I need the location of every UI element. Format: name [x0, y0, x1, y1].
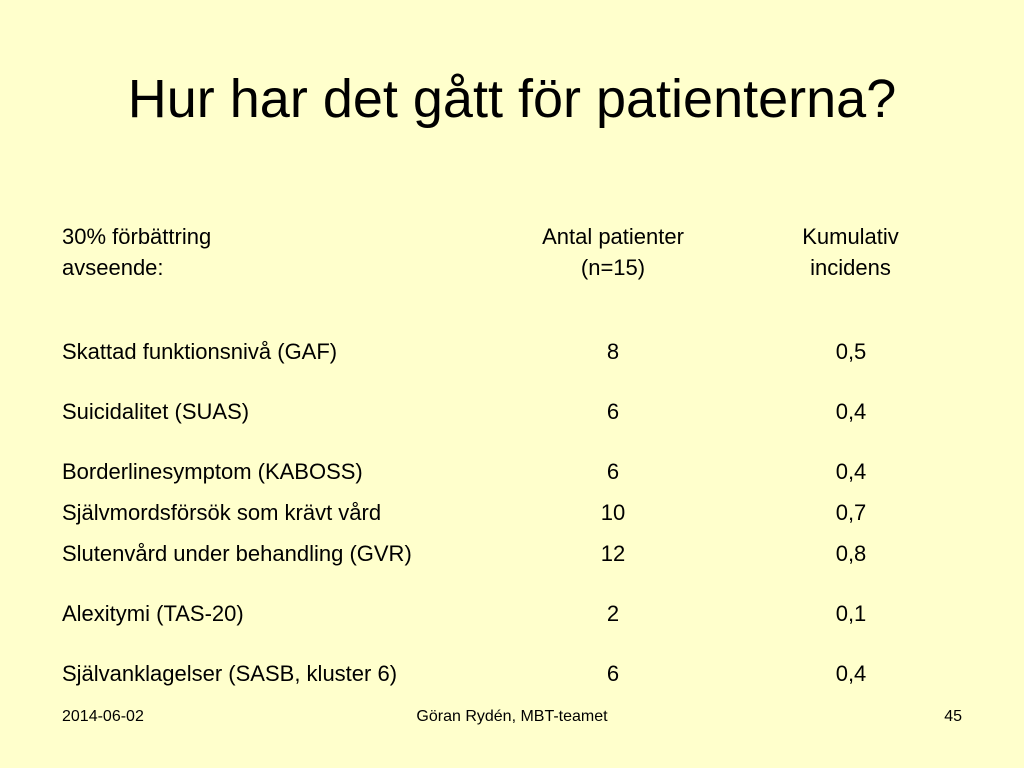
- header-incidence-line-2: incidens: [810, 255, 891, 280]
- row-label: Skattad funktionsnivå (GAF): [62, 339, 338, 364]
- table-row: [0, 497, 1024, 528]
- table-row: [0, 336, 1024, 367]
- row-count: 6: [606, 661, 620, 686]
- header-patients: [532, 221, 694, 283]
- header-patients-line-2: (n=15): [580, 255, 646, 280]
- row-label: Borderlinesymptom (KABOSS): [62, 459, 363, 484]
- header-criterion-line-2: avseende:: [62, 255, 164, 280]
- row-count: 6: [606, 399, 620, 424]
- row-count: 6: [606, 459, 620, 484]
- header-criterion: [62, 221, 211, 283]
- row-incidence: 0,5: [835, 339, 867, 364]
- table-row: [0, 396, 1024, 427]
- table-row: [0, 538, 1024, 569]
- footer-page-number: 45: [944, 708, 962, 725]
- row-incidence: 0,7: [835, 500, 867, 525]
- table-row: [0, 658, 1024, 689]
- row-label: Suicidalitet (SUAS): [62, 399, 250, 424]
- row-incidence: 0,8: [835, 541, 867, 566]
- row-label: Alexitymi (TAS-20): [62, 601, 244, 626]
- table-row: [0, 598, 1024, 629]
- row-incidence: 0,4: [835, 459, 867, 484]
- header-incidence: [778, 221, 923, 283]
- row-count: 8: [606, 339, 620, 364]
- slide-title: Hur har det gått för patienterna?: [127, 69, 897, 129]
- row-count: 2: [606, 601, 620, 626]
- row-incidence: 0,4: [835, 661, 867, 686]
- row-label: Slutenvård under behandling (GVR): [62, 541, 412, 566]
- footer-date: 2014-06-02: [62, 708, 144, 725]
- row-label: Självmordsförsök som krävt vård: [62, 500, 382, 525]
- row-count: 10: [600, 500, 626, 525]
- header-patients-line-1: Antal patienter: [542, 224, 684, 249]
- row-count: 12: [600, 541, 626, 566]
- header-incidence-line-1: Kumulativ: [802, 224, 899, 249]
- footer-author: Göran Rydén, MBT-teamet: [416, 708, 608, 725]
- table-row: [0, 456, 1024, 487]
- row-label: Självanklagelser (SASB, kluster 6): [62, 661, 398, 686]
- header-criterion-line-1: 30% förbättring: [62, 224, 212, 249]
- row-incidence: 0,1: [835, 601, 867, 626]
- row-incidence: 0,4: [835, 399, 867, 424]
